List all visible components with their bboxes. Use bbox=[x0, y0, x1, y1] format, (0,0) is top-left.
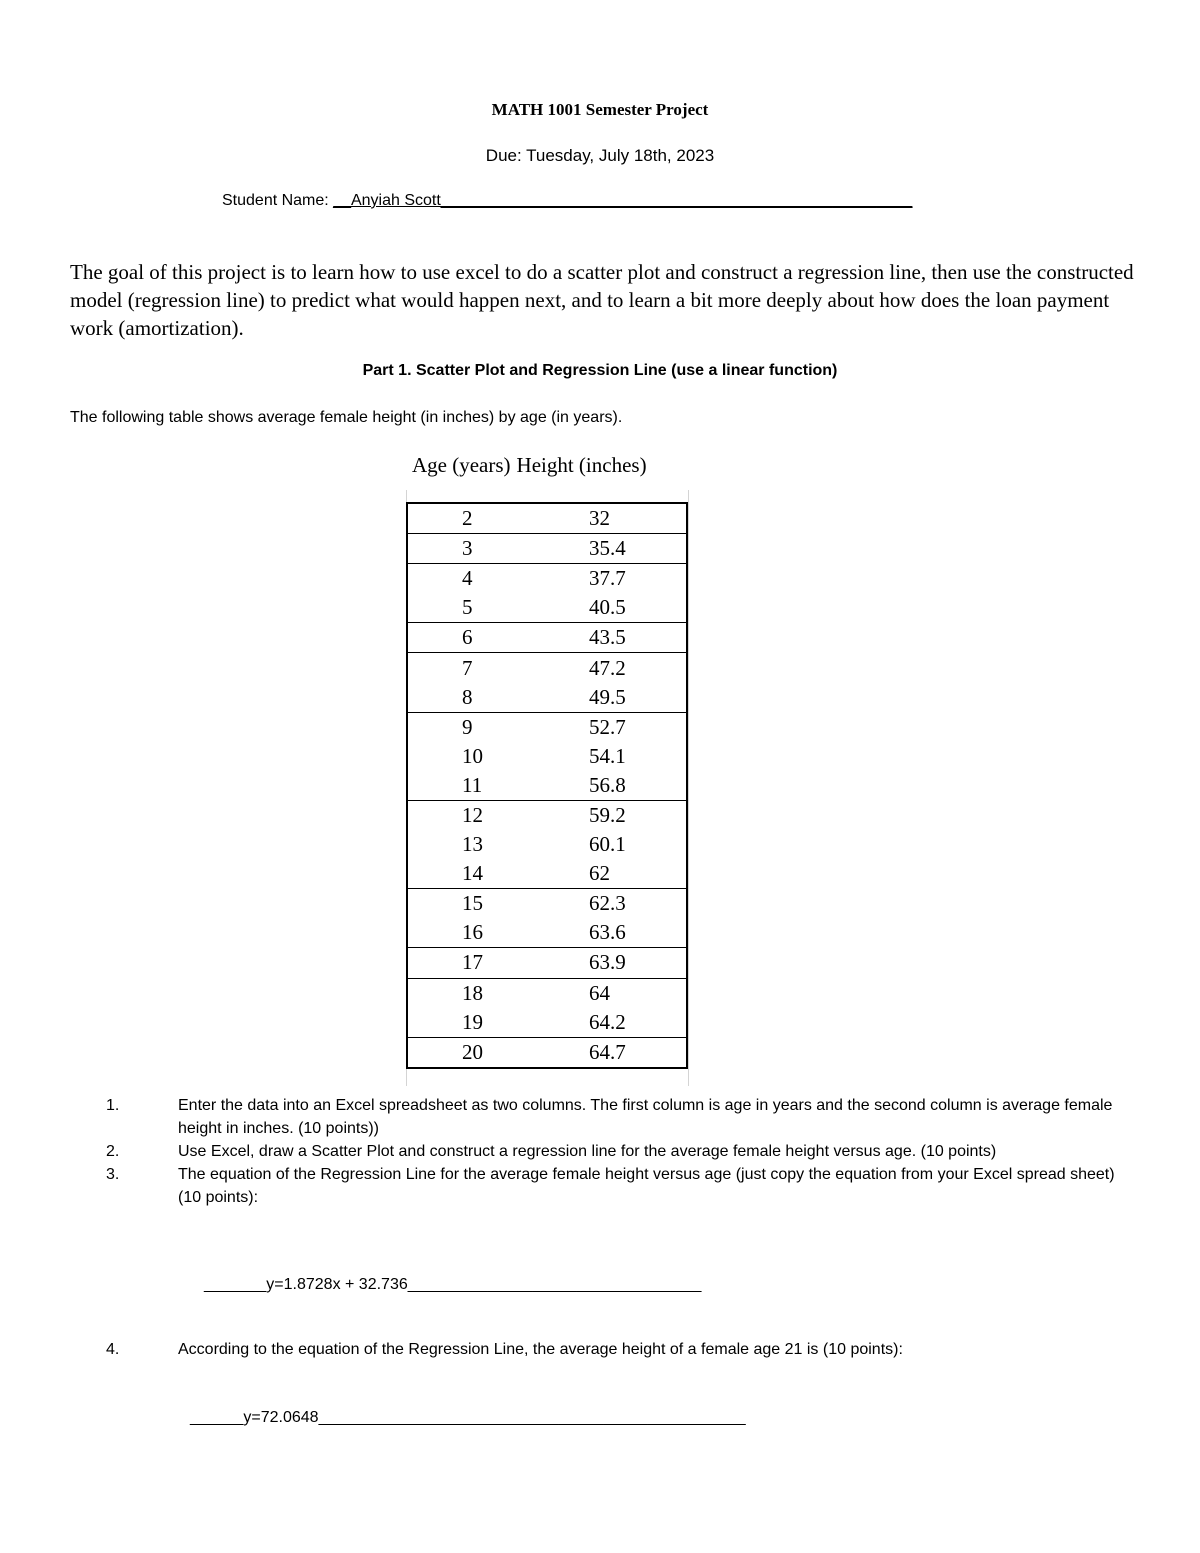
age-cell: 10 bbox=[462, 743, 483, 768]
age-cell: 7 bbox=[407, 653, 547, 683]
due-date: Due: Tuesday, July 18th, 2023 bbox=[485, 146, 715, 165]
question-text: Enter the data into an Excel spreadsheet as two columns. The first column is age in years and the second column is average female height in inches. (10 points)) bbox=[178, 1097, 1113, 1137]
table-row bbox=[407, 623, 687, 653]
height-cell: 64 bbox=[547, 978, 687, 1008]
height-cell: 56.8 bbox=[589, 772, 626, 797]
age-cell: 16 bbox=[462, 920, 483, 945]
age-cell: 15 bbox=[407, 889, 547, 919]
table-intro: The following table shows average female height (in inches) by age (in years). bbox=[70, 409, 623, 426]
age-cell: 4 bbox=[407, 564, 547, 594]
question-4 bbox=[100, 1341, 1120, 1359]
age-cell: 8 bbox=[462, 684, 473, 709]
height-cell: 32 bbox=[547, 503, 687, 534]
question-list bbox=[100, 1094, 1120, 1209]
question-item bbox=[100, 1163, 1120, 1209]
height-cell: 54.1 bbox=[589, 743, 626, 768]
question-number: 1. bbox=[106, 1097, 120, 1114]
table-row bbox=[407, 712, 687, 742]
table-row bbox=[407, 948, 687, 978]
height-cell: 60.1 bbox=[589, 832, 626, 857]
age-cell: 14 bbox=[462, 861, 483, 886]
height-cell: 64.2 bbox=[589, 1009, 626, 1034]
age-cell: 11 bbox=[462, 772, 483, 797]
question-number: 2. bbox=[106, 1143, 120, 1160]
table-row bbox=[407, 683, 687, 713]
age-cell: 5 bbox=[462, 595, 473, 620]
student-name-label: Student Name: bbox=[222, 192, 334, 209]
question-number: 3. bbox=[106, 1166, 120, 1183]
age-cell: 6 bbox=[407, 623, 547, 653]
table-row bbox=[407, 653, 687, 683]
student-name-line bbox=[222, 192, 982, 210]
height-cell: 59.2 bbox=[547, 800, 687, 830]
height-cell: 52.7 bbox=[547, 712, 687, 742]
table-row bbox=[407, 800, 687, 830]
student-name-value: __Anyiah Scott_____________________________________________________ bbox=[333, 192, 913, 209]
table-row bbox=[407, 918, 687, 948]
age-cell: 2 bbox=[407, 503, 547, 534]
table-row bbox=[407, 593, 687, 623]
height-cell: 35.4 bbox=[547, 534, 687, 564]
project-goal-paragraph: The goal of this project is to learn how to use excel to do a scatter plot and construct a regression line, then use the constructed model (regression line) to predict what would happen next, and to learn a bit more deeply about how does the loan payment work (amortization). bbox=[70, 260, 1134, 340]
table-row bbox=[407, 1037, 687, 1068]
table-row bbox=[407, 889, 687, 919]
table-column-headers bbox=[412, 453, 712, 478]
age-cell: 13 bbox=[462, 832, 483, 857]
age-cell: 20 bbox=[407, 1037, 547, 1068]
question-item bbox=[100, 1140, 1120, 1163]
table-row bbox=[407, 771, 687, 801]
age-cell: 17 bbox=[407, 948, 547, 978]
table-row bbox=[407, 564, 687, 594]
height-cell: 43.5 bbox=[547, 623, 687, 653]
height-cell: 49.5 bbox=[589, 684, 626, 709]
question-item bbox=[100, 1094, 1120, 1140]
age-height-table bbox=[406, 502, 688, 1069]
age-cell: 3 bbox=[407, 534, 547, 564]
table-row bbox=[407, 1008, 687, 1038]
table-row bbox=[407, 830, 687, 859]
height-cell: 62.3 bbox=[547, 889, 687, 919]
answer-height-age-21: ______y=72.0648________________________________________________ bbox=[190, 1409, 746, 1426]
data-table-area bbox=[398, 490, 698, 1086]
column-header-height: Height (inches) bbox=[516, 453, 647, 477]
page-title: MATH 1001 Semester Project bbox=[491, 100, 709, 119]
height-cell: 63.6 bbox=[589, 920, 626, 945]
table-row bbox=[407, 859, 687, 889]
age-cell: 19 bbox=[462, 1009, 483, 1034]
question-text: Use Excel, draw a Scatter Plot and construct a regression line for the average female height versus age. (10 points) bbox=[178, 1143, 997, 1160]
answer-regression-equation: _______y=1.8728x + 32.736_________________________________ bbox=[204, 1276, 702, 1293]
height-cell: 64.7 bbox=[547, 1037, 687, 1068]
height-cell: 62 bbox=[589, 861, 610, 886]
table-row bbox=[407, 742, 687, 771]
question-text: The equation of the Regression Line for the average female height versus age (just copy the equation from your Excel spread sheet) (10 points): bbox=[178, 1166, 1115, 1206]
height-cell: 47.2 bbox=[547, 653, 687, 683]
question-text: According to the equation of the Regression Line, the average height of a female age 21 is (10 points): bbox=[178, 1341, 903, 1358]
age-cell: 18 bbox=[407, 978, 547, 1008]
table-row bbox=[407, 534, 687, 564]
part1-heading: Part 1. Scatter Plot and Regression Line (use a linear function) bbox=[362, 362, 838, 379]
height-cell: 63.9 bbox=[547, 948, 687, 978]
height-cell: 37.7 bbox=[547, 564, 687, 594]
age-cell: 12 bbox=[407, 800, 547, 830]
height-cell: 40.5 bbox=[589, 595, 626, 620]
question-number: 4. bbox=[106, 1341, 120, 1358]
column-header-age: Age (years) bbox=[412, 453, 511, 477]
table-row bbox=[407, 978, 687, 1008]
table-row bbox=[407, 503, 687, 534]
age-cell: 9 bbox=[407, 712, 547, 742]
